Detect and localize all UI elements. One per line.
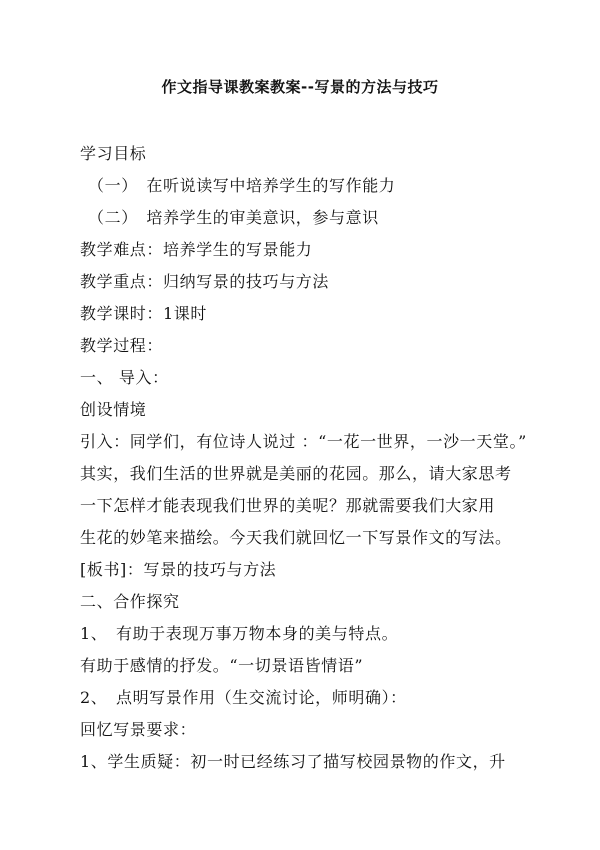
body-line-intro-heading: 一、 导入： (80, 368, 169, 387)
body-line-intro-1: 引入：同学们，有位诗人说过 ：“一花一世界，一沙一天堂。” (80, 432, 527, 451)
body-line-question: 1、学生质疑：初一时已经练习了描写校园景物的作文，升 (80, 752, 506, 771)
body-line-blackboard: [板书]：写景的技巧与方法 (80, 560, 277, 579)
body-line-point-1: 1、 有助于表现万事万物本身的美与特点。 (80, 624, 399, 643)
body-line-recall: 回忆写景要求： (80, 720, 197, 739)
body-line-goal-1: （一） 在听说读写中培养学生的写作能力 (88, 176, 396, 195)
body-line-point-1b: 有助于感情的抒发。“一切景语皆情语” (80, 656, 364, 675)
body-line-goal-2: （二） 培养学生的审美意识，参与意识 (88, 208, 379, 227)
body-line-heading-goals: 学习目标 (80, 144, 147, 163)
body-line-intro-4: 生花的妙笔来描绘。今天我们就回忆一下写景作文的写法。 (80, 528, 512, 547)
document-title: 作文指导课教案教案--写景的方法与技巧 (161, 78, 439, 96)
body-line-difficulty: 教学难点：培养学生的写景能力 (80, 240, 313, 259)
body-line-process: 教学过程： (80, 336, 164, 355)
document-body (80, 138, 527, 778)
body-line-intro-3: 一下怎样才能表现我们世界的美呢？那就需要我们大家用 (80, 496, 496, 515)
body-line-hours: 教学课时：1课时 (80, 304, 207, 323)
body-line-intro-2: 其实，我们生活的世界就是美丽的花园。那么，请大家思考 (80, 464, 512, 483)
body-line-explore-heading: 二、合作探究 (80, 592, 180, 611)
body-line-focus: 教学重点：归纳写景的技巧与方法 (80, 272, 330, 291)
body-line-point-2: 2、 点明写景作用（生交流讨论，师明确）： (80, 688, 407, 707)
body-line-scenario: 创设情境 (80, 400, 147, 419)
